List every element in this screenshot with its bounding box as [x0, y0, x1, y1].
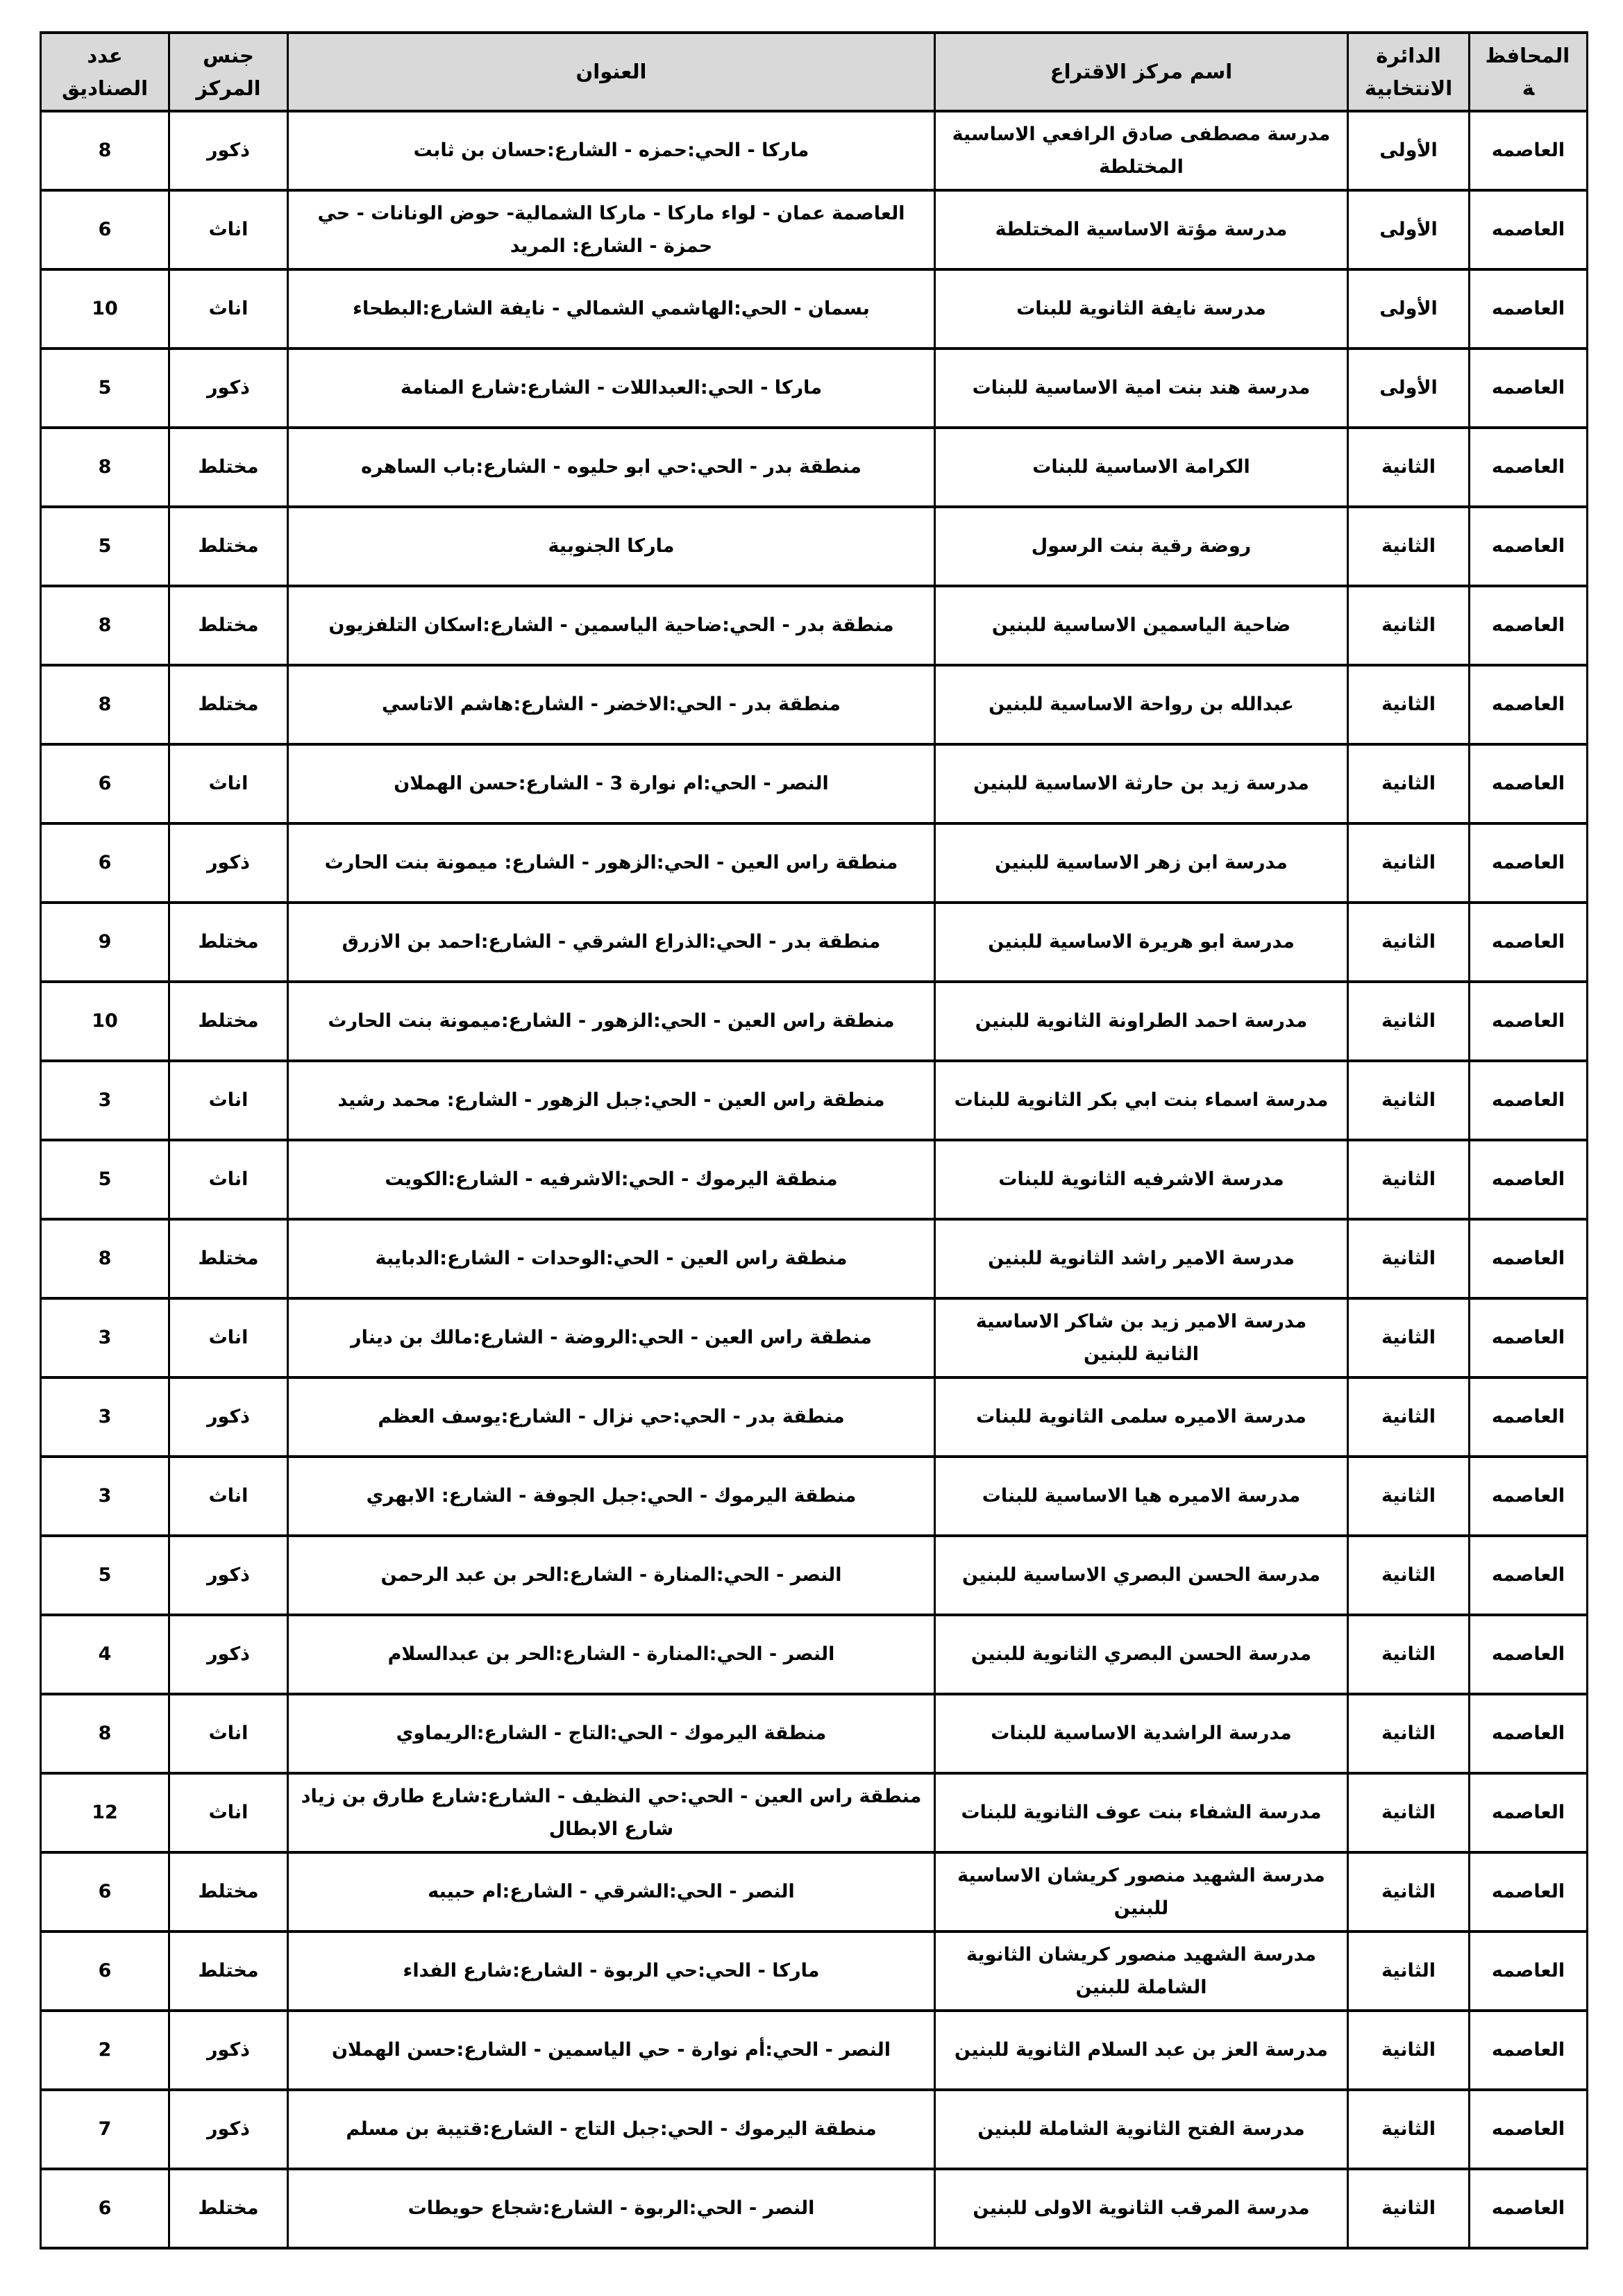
cell-district: الثانية	[1348, 665, 1470, 744]
cell-district: الأولى	[1348, 349, 1470, 428]
cell-boxes-count: 6	[41, 1932, 169, 2011]
header-row	[41, 33, 1588, 111]
cell-district: الثانية	[1348, 1536, 1470, 1615]
table-row	[41, 1140, 1588, 1219]
cell-center-name: مدرسة ابن زهر الاساسية للبنين	[935, 823, 1348, 903]
cell-boxes-count: 6	[41, 823, 169, 903]
cell-address: ماركا - الحي:حمزه - الشارع:حسان بن ثابت	[288, 111, 935, 190]
cell-center-name: مدرسة المرقب الثانوية الاولى للبنين	[935, 2169, 1348, 2248]
cell-address: النصر - الحي:الشرقي - الشارع:ام حبيبه	[288, 1852, 935, 1932]
cell-governorate: العاصمه	[1470, 982, 1588, 1061]
cell-district: الثانية	[1348, 1061, 1470, 1140]
cell-gender: ذكور	[169, 2011, 288, 2090]
cell-district: الثانية	[1348, 1852, 1470, 1932]
cell-center-name: ضاحية الياسمين الاساسية للبنين	[935, 586, 1348, 665]
cell-governorate: العاصمه	[1470, 507, 1588, 586]
cell-boxes-count: 6	[41, 190, 169, 269]
cell-center-name: مدرسة ابو هريرة الاساسية للبنين	[935, 903, 1348, 982]
cell-gender: اناث	[169, 744, 288, 823]
cell-center-name: مدرسة احمد الطراونة الثانوية للبنين	[935, 982, 1348, 1061]
cell-boxes-count: 4	[41, 1615, 169, 1694]
cell-district: الثانية	[1348, 586, 1470, 665]
cell-address: منطقة بدر - الحي:الذراع الشرقي - الشارع:احمد بن الازرق	[288, 903, 935, 982]
table-row	[41, 1536, 1588, 1615]
table-row	[41, 744, 1588, 823]
cell-center-name: مدرسة مصطفى صادق الرافعي الاساسية المختلطة	[935, 111, 1348, 190]
cell-center-name: عبدالله بن رواحة الاساسية للبنين	[935, 665, 1348, 744]
cell-gender: ذكور	[169, 1377, 288, 1457]
cell-boxes-count: 6	[41, 1852, 169, 1932]
cell-center-name: مدرسة الفتح الثانوية الشاملة للبنين	[935, 2090, 1348, 2169]
cell-gender: ذكور	[169, 1615, 288, 1694]
cell-address: ماركا - الحي:العبداللات - الشارع:شارع المنامة	[288, 349, 935, 428]
cell-district: الثانية	[1348, 823, 1470, 903]
cell-district: الثانية	[1348, 744, 1470, 823]
cell-district: الثانية	[1348, 1694, 1470, 1773]
cell-governorate: العاصمه	[1470, 1932, 1588, 2011]
cell-address: منطقة بدر - الحي:حي ابو حليوه - الشارع:باب الساهره	[288, 428, 935, 507]
cell-governorate: العاصمه	[1470, 1061, 1588, 1140]
cell-boxes-count: 5	[41, 507, 169, 586]
cell-district: الثانية	[1348, 982, 1470, 1061]
cell-address: النصر - الحي:ام نوارة 3 - الشارع:حسن الهملان	[288, 744, 935, 823]
cell-gender: اناث	[169, 1298, 288, 1377]
polling-centers-table	[40, 31, 1588, 2249]
cell-district: الثانية	[1348, 903, 1470, 982]
cell-governorate: العاصمه	[1470, 1457, 1588, 1536]
cell-center-name: مدرسة الامير زيد بن شاكر الاساسية الثانية للبنين	[935, 1298, 1348, 1377]
cell-center-name: مدرسة الامير راشد الثانوية للبنين	[935, 1219, 1348, 1298]
cell-district: الثانية	[1348, 1298, 1470, 1377]
cell-address: العاصمة عمان - لواء ماركا - ماركا الشمالية- حوض الونانات - حي حمزة - الشارع: المريد	[288, 190, 935, 269]
cell-governorate: العاصمه	[1470, 823, 1588, 903]
cell-governorate: العاصمه	[1470, 903, 1588, 982]
header-center-name: اسم مركز الاقتراع	[935, 33, 1348, 111]
cell-governorate: العاصمه	[1470, 1536, 1588, 1615]
table-row	[41, 586, 1588, 665]
cell-governorate: العاصمه	[1470, 269, 1588, 349]
header-gender: جنس المركز	[169, 33, 288, 111]
cell-district: الأولى	[1348, 269, 1470, 349]
cell-gender: مختلط	[169, 586, 288, 665]
table-row	[41, 428, 1588, 507]
cell-address: منطقة بدر - الحي:حي نزال - الشارع:يوسف العظم	[288, 1377, 935, 1457]
cell-gender: مختلط	[169, 1852, 288, 1932]
header-governorate: المحافظة	[1470, 33, 1588, 111]
table-row	[41, 2090, 1588, 2169]
cell-address: النصر - الحي:أم نوارة - حي الياسمين - الشارع:حسن الهملان	[288, 2011, 935, 2090]
cell-gender: اناث	[169, 269, 288, 349]
cell-boxes-count: 5	[41, 1140, 169, 1219]
cell-address: منطقة راس العين - الحي:الوحدات - الشارع:الدبايبة	[288, 1219, 935, 1298]
cell-center-name: مدرسة الاميره سلمى الثانوية للبنات	[935, 1377, 1348, 1457]
cell-address: منطقة راس العين - الحي:الزهور - الشارع: ميمونة بنت الحارث	[288, 823, 935, 903]
cell-gender: مختلط	[169, 2169, 288, 2248]
table-row	[41, 269, 1588, 349]
cell-governorate: العاصمه	[1470, 1694, 1588, 1773]
cell-boxes-count: 12	[41, 1773, 169, 1852]
cell-address: منطقة بدر - الحي:الاخضر - الشارع:هاشم الاتاسي	[288, 665, 935, 744]
cell-governorate: العاصمه	[1470, 1615, 1588, 1694]
cell-gender: اناث	[169, 1457, 288, 1536]
table-row	[41, 665, 1588, 744]
cell-district: الثانية	[1348, 1219, 1470, 1298]
cell-boxes-count: 10	[41, 269, 169, 349]
cell-center-name: مدرسة اسماء بنت ابي بكر الثانوية للبنات	[935, 1061, 1348, 1140]
cell-center-name: الكرامة الاساسية للبنات	[935, 428, 1348, 507]
cell-gender: ذكور	[169, 349, 288, 428]
cell-boxes-count: 7	[41, 2090, 169, 2169]
cell-governorate: العاصمه	[1470, 2011, 1588, 2090]
cell-center-name: مدرسة الحسن البصري الثانوية للبنين	[935, 1615, 1348, 1694]
cell-district: الثانية	[1348, 1773, 1470, 1852]
cell-address: ماركا - الحي:حي الربوة - الشارع:شارع الفداء	[288, 1932, 935, 2011]
cell-address: منطقة راس العين - الحي:الروضة - الشارع:مالك بن دينار	[288, 1298, 935, 1377]
cell-district: الثانية	[1348, 428, 1470, 507]
cell-governorate: العاصمه	[1470, 1219, 1588, 1298]
cell-boxes-count: 3	[41, 1377, 169, 1457]
cell-gender: ذكور	[169, 1536, 288, 1615]
cell-governorate: العاصمه	[1470, 1298, 1588, 1377]
cell-governorate: العاصمه	[1470, 111, 1588, 190]
cell-center-name: مدرسة الراشدية الاساسية للبنات	[935, 1694, 1348, 1773]
cell-district: الأولى	[1348, 190, 1470, 269]
cell-center-name: مدرسة زيد بن حارثة الاساسية للبنين	[935, 744, 1348, 823]
table-row	[41, 903, 1588, 982]
cell-district: الثانية	[1348, 1140, 1470, 1219]
cell-center-name: مدرسة الحسن البصري الاساسية للبنين	[935, 1536, 1348, 1615]
header-address: العنوان	[288, 33, 935, 111]
cell-district: الثانية	[1348, 507, 1470, 586]
cell-address: النصر - الحي:الربوة - الشارع:شجاع حويطات	[288, 2169, 935, 2248]
cell-district: الثانية	[1348, 1377, 1470, 1457]
cell-boxes-count: 2	[41, 2011, 169, 2090]
cell-center-name: مدرسة الاميره هيا الاساسية للبنات	[935, 1457, 1348, 1536]
cell-center-name: مدرسة الشهيد منصور كريشان الاساسية للبنين	[935, 1852, 1348, 1932]
cell-governorate: العاصمه	[1470, 349, 1588, 428]
cell-boxes-count: 8	[41, 1219, 169, 1298]
cell-address: النصر - الحي:المنارة - الشارع:الحر بن عبدالسلام	[288, 1615, 935, 1694]
table-row	[41, 1061, 1588, 1140]
cell-boxes-count: 8	[41, 665, 169, 744]
cell-gender: ذكور	[169, 823, 288, 903]
header-district: الدائرة الانتخابية	[1348, 33, 1470, 111]
cell-boxes-count: 5	[41, 1536, 169, 1615]
table-row	[41, 349, 1588, 428]
cell-gender: ذكور	[169, 111, 288, 190]
cell-governorate: العاصمه	[1470, 2169, 1588, 2248]
cell-center-name: مدرسة نايفة الثانوية للبنات	[935, 269, 1348, 349]
cell-gender: مختلط	[169, 903, 288, 982]
cell-gender: مختلط	[169, 1932, 288, 2011]
cell-center-name: مدرسة العز بن عبد السلام الثانوية للبنين	[935, 2011, 1348, 2090]
cell-boxes-count: 3	[41, 1061, 169, 1140]
cell-address: النصر - الحي:المنارة - الشارع:الحر بن عبد الرحمن	[288, 1536, 935, 1615]
cell-governorate: العاصمه	[1470, 428, 1588, 507]
cell-boxes-count: 5	[41, 349, 169, 428]
cell-district: الثانية	[1348, 1615, 1470, 1694]
table-row	[41, 1932, 1588, 2011]
cell-center-name: مدرسة الشفاء بنت عوف الثانوية للبنات	[935, 1773, 1348, 1852]
table-row	[41, 1377, 1588, 1457]
cell-gender: مختلط	[169, 428, 288, 507]
cell-address: منطقة راس العين - الحي:الزهور - الشارع:ميمونة بنت الحارث	[288, 982, 935, 1061]
table-row	[41, 507, 1588, 586]
cell-address: منطقة اليرموك - الحي:جبل التاج - الشارع:قتيبة بن مسلم	[288, 2090, 935, 2169]
cell-boxes-count: 3	[41, 1457, 169, 1536]
cell-gender: مختلط	[169, 507, 288, 586]
cell-gender: اناث	[169, 1694, 288, 1773]
cell-district: الثانية	[1348, 2011, 1470, 2090]
cell-governorate: العاصمه	[1470, 1773, 1588, 1852]
table-row	[41, 1457, 1588, 1536]
cell-boxes-count: 6	[41, 2169, 169, 2248]
cell-address: منطقة اليرموك - الحي:التاج - الشارع:الريماوي	[288, 1694, 935, 1773]
cell-address: منطقة اليرموك - الحي:الاشرفيه - الشارع:الكويت	[288, 1140, 935, 1219]
header-boxes-count: عدد الصناديق	[41, 33, 169, 111]
table-row	[41, 2011, 1588, 2090]
cell-boxes-count: 9	[41, 903, 169, 982]
cell-center-name: مدرسة الشهيد منصور كريشان الثانوية الشاملة للبنين	[935, 1932, 1348, 2011]
cell-gender: اناث	[169, 1773, 288, 1852]
table-row	[41, 1298, 1588, 1377]
cell-district: الأولى	[1348, 111, 1470, 190]
cell-address: منطقة راس العين - الحي:جبل الزهور - الشارع: محمد رشيد	[288, 1061, 935, 1140]
cell-governorate: العاصمه	[1470, 665, 1588, 744]
cell-gender: اناث	[169, 190, 288, 269]
table-row	[41, 1615, 1588, 1694]
cell-center-name: مدرسة الاشرفيه الثانوية للبنات	[935, 1140, 1348, 1219]
cell-district: الثانية	[1348, 2169, 1470, 2248]
cell-center-name: مدرسة هند بنت امية الاساسية للبنات	[935, 349, 1348, 428]
table-row	[41, 2169, 1588, 2248]
cell-gender: مختلط	[169, 1219, 288, 1298]
table-row	[41, 982, 1588, 1061]
cell-governorate: العاصمه	[1470, 1140, 1588, 1219]
cell-address: منطقة راس العين - الحي:حي النظيف - الشارع:شارع طارق بن زياد شارع الابطال	[288, 1773, 935, 1852]
cell-gender: اناث	[169, 1061, 288, 1140]
cell-district: الثانية	[1348, 2090, 1470, 2169]
table-row	[41, 823, 1588, 903]
cell-governorate: العاصمه	[1470, 1852, 1588, 1932]
cell-district: الثانية	[1348, 1457, 1470, 1536]
table-row	[41, 1852, 1588, 1932]
cell-boxes-count: 6	[41, 744, 169, 823]
cell-center-name: روضة رقية بنت الرسول	[935, 507, 1348, 586]
cell-gender: مختلط	[169, 982, 288, 1061]
table-row	[41, 1219, 1588, 1298]
cell-governorate: العاصمه	[1470, 744, 1588, 823]
cell-governorate: العاصمه	[1470, 190, 1588, 269]
cell-gender: ذكور	[169, 2090, 288, 2169]
cell-governorate: العاصمه	[1470, 2090, 1588, 2169]
table-row	[41, 111, 1588, 190]
cell-boxes-count: 8	[41, 1694, 169, 1773]
cell-address: منطقة بدر - الحي:ضاحية الياسمين - الشارع:اسكان التلفزيون	[288, 586, 935, 665]
table-header	[41, 33, 1588, 111]
cell-district: الثانية	[1348, 1932, 1470, 2011]
table-body	[41, 111, 1588, 2248]
cell-address: ماركا الجنوبية	[288, 507, 935, 586]
table-row	[41, 190, 1588, 269]
cell-boxes-count: 8	[41, 428, 169, 507]
cell-gender: اناث	[169, 1140, 288, 1219]
cell-boxes-count: 8	[41, 586, 169, 665]
table-row	[41, 1694, 1588, 1773]
cell-boxes-count: 8	[41, 111, 169, 190]
table-row	[41, 1773, 1588, 1852]
cell-center-name: مدرسة مؤتة الاساسية المختلطة	[935, 190, 1348, 269]
cell-address: منطقة اليرموك - الحي:جبل الجوفة - الشارع: الابهري	[288, 1457, 935, 1536]
cell-governorate: العاصمه	[1470, 586, 1588, 665]
cell-address: بسمان - الحي:الهاشمي الشمالي - نايفة الشارع:البطحاء	[288, 269, 935, 349]
cell-boxes-count: 10	[41, 982, 169, 1061]
cell-gender: مختلط	[169, 665, 288, 744]
cell-governorate: العاصمه	[1470, 1377, 1588, 1457]
cell-boxes-count: 3	[41, 1298, 169, 1377]
